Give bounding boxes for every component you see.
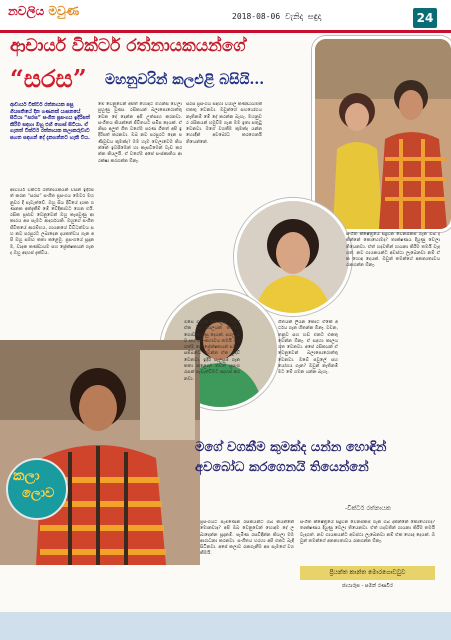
- badge-line1: කලා: [13, 468, 40, 484]
- writer-byline: ප්‍රියන්ත කාන්ත මොරගොඩවුව: [300, 566, 435, 580]
- body-column-3: සරස ප්‍රසංගය සඳහා විශාල කණ්ඩායමක් එකතු වෙනවා. ඔවුන්ගේ සහයෝගය නැතිනම් මේ දේ කරන්න බැහැ. මහනුවර රසිකයන් හමුවීම ගැන මම ඉතා සතුටු වෙනවා. මගේ වගකීම කුමක්ද යන්න හොඳින් අවබෝධ කරගෙනයි තියෙන්නේ.: [186, 102, 262, 145]
- badge-line2: ලොව: [22, 486, 55, 501]
- body-column-8: සංගීත ක්ෂේත්‍රයේ සිදුවන වෙනස්කම් ගැන ඔබ දකින්නේ කොහොමද? තාක්ෂණය දියුණු වෙලා තියෙනවා. ඒත් හදවතින් ගායනා කිරීම තමයි වැදගත්. නව ගායකයන්ට අවස්ථා ලැබෙනවා නම් ඒක හොඳ දෙයක්. ඔවුන් තමන්ගේ අනන්‍යතාවය රැකගන්න ඕනෑ.: [300, 520, 435, 544]
- page-number: 24: [413, 8, 437, 28]
- woman-portrait-image: [237, 201, 349, 313]
- page-header: [0, 0, 451, 30]
- quote-author: -වික්ටර් රත්නායක: [345, 505, 391, 512]
- issue-date: 2018-08-06 වැනිදා සඳුදා: [232, 12, 322, 21]
- body-column-4: ඔබේ ගායන ශෛලිය ගැන? ඒක දිගු කාලයක් තිස්සේ ගොඩනැගුණු දෙයක්. සරල බව සහ අවංකභාවය තමයි වැදගත්ම දේ. ප්‍රේක්ෂකයන් සමඟ සම්බන්ධ වෙන්න ඒක උදව් වෙනවා. ඉදිරි සැලසුම් ගැන කතා කළොත් තවත් ප්‍රසංග රැසක් පැවැත්වීමට අදහස් කරනවා.: [184, 320, 240, 382]
- body-column-2: මේ වෙනුවෙන් අපිත් හොඳට මහන්සි වෙලා පුහුණු වුණා. රසිකයන් බලාපොරොත්තු වෙන දේ දෙන්න අපි උත්සාහ කරනවා. සංගීතය කියන්නේ ජීවිතයට සමීප දෙයක්. ඒ නිසා අලුත් ගීත වගේම පරණ ගීතත් අපි ඉදිරිපත් කරනවා. ඔබ නව පරපුරට දෙන පණිවුඩය කුමක්ද? මම හැම වෙලාවෙම කියන්නේ ඉවසීමෙන් හා කැපවීමෙන් වැඩ කරන්න කියලයි. ඒ වගේම අපේ සංස්කෘතිය ආරක්ෂා කරගන්න ඕනෑ.: [98, 102, 182, 164]
- masthead-part1: නවලිය: [8, 4, 45, 18]
- masthead-part2: මවුණ: [48, 4, 80, 18]
- headline-highlight: “සරස”: [10, 64, 87, 93]
- body-column-5: ගීතයක් ලියන කොට ඒකේ අර්ථය ගැන හිතන්න ඕනෑ. වචන, තනුව සහ හඬ එකට එකතු වෙන්න ඕනෑ. ඒ සඳහා කාලය ගත වෙනවා. අපේ රසිකයන් ඒ වෙනුවෙන් බලාපොරොත්තු වෙනවා. ඔබේ පවුලේ සහයෝගය ගැන? ඔවුන් නැතිනම් මට මේ ගමන යන්න බැහැ.: [278, 320, 338, 376]
- body-column-1: ආචාර්ය වික්ටර් රත්නායකයන් විසින් ඉදිරිපත් කරන “සරස” සංගීත ප්‍රසංගය මෙවර මහනුවර දී පැවැත්වේ. ඔහු සිය දිවියේ දශක ගණනක අත්දැකීම් මේ වේදිකාවට ගෙන එයි. රසික ප්‍රජාව වෙනුවෙන් ඔහු කැපවුණු ආකාරය අප සැමට ආදර්ශයකි. ඔහුගේ සංගීත ජීවිතයේ ආරම්භය, ගායනයේ විවිධත්වය සහ නව පරපුරට ලබාදෙන දායකත්වය ගැන අපි ඔහු සමඟ කතා කළෙමු. ප්‍රසංගයේ සූදානම, වාදක කණ්ඩායම සහ ප්‍රේක්ෂකයන් ගැන ද ඔහු අදහස් දැක්වීය.: [10, 188, 94, 256]
- masthead: [8, 4, 79, 19]
- couple-photo-image: [315, 39, 451, 229]
- lead-paragraph: ආචාර්ය වික්ටර් රත්නායක පසු ගියසතියේ දින ගණනක් යාපනයේ සිටියා “සරස” සංගීත ප්‍රසංගය ඉදිරිපත් කිරීම සඳහා ඔහු එහි ගොස් සිටියා. ඒ ගැනත් වික්ටර් රත්නායක කලාකරුවාට පහත සඳහන් දේ දැනගන්නට හැකි විය.: [10, 102, 90, 141]
- couple-photo: [312, 36, 451, 232]
- kala-lowa-badge: [0, 450, 70, 520]
- photographer-credit: ඡායාරූප - සමන් රණවීර: [342, 583, 393, 589]
- scan-background: [0, 612, 451, 640]
- body-column-7: ප්‍රසංගයට පැමිණෙන රසිකයන්ට ඔබ කියන්නේ මොනවාද? අපි ඔබ වෙනුවෙන් හොඳම දේ ලබාදෙන්න සූදානම්. පැමිණ රසවිඳින්න කියලා මම ආරාධනා කරනවා. සංගීතය හරහා අපි එකට බැඳී සිටිනවා. අපේ කලාව රැකගැනීම අප සැමගේ වගකීමයි.: [200, 520, 294, 557]
- pull-quote: මගේ වගකීම කුමක්ද යන්න හොඳින් අවබෝධ කරගෙනයි තියෙන්නේ: [195, 440, 387, 475]
- headline-line2: මහනුවරින් කලඑළි බසියි...: [105, 72, 265, 88]
- header-rule: [0, 30, 451, 33]
- body-column-6: සංගීත ක්ෂේත්‍රයේ සිදුවන වෙනස්කම් ගැන ඔබ දකින්නේ කොහොමද? තාක්ෂණය දියුණු වෙලා තියෙනවා. ඒත් හදවතින් ගායනා කිරීම තමයි වැදගත්. නව ගායකයන්ට අවස්ථා ලැබෙනවා නම් ඒක හොඳ දෙයක්. ඔවුන් තමන්ගේ අනන්‍යතාවය රැකගන්න ඕනෑ.: [346, 232, 440, 269]
- headline-line1: ආචාර්ය වික්ටර් රත්නායකයන්ගේ: [10, 36, 246, 56]
